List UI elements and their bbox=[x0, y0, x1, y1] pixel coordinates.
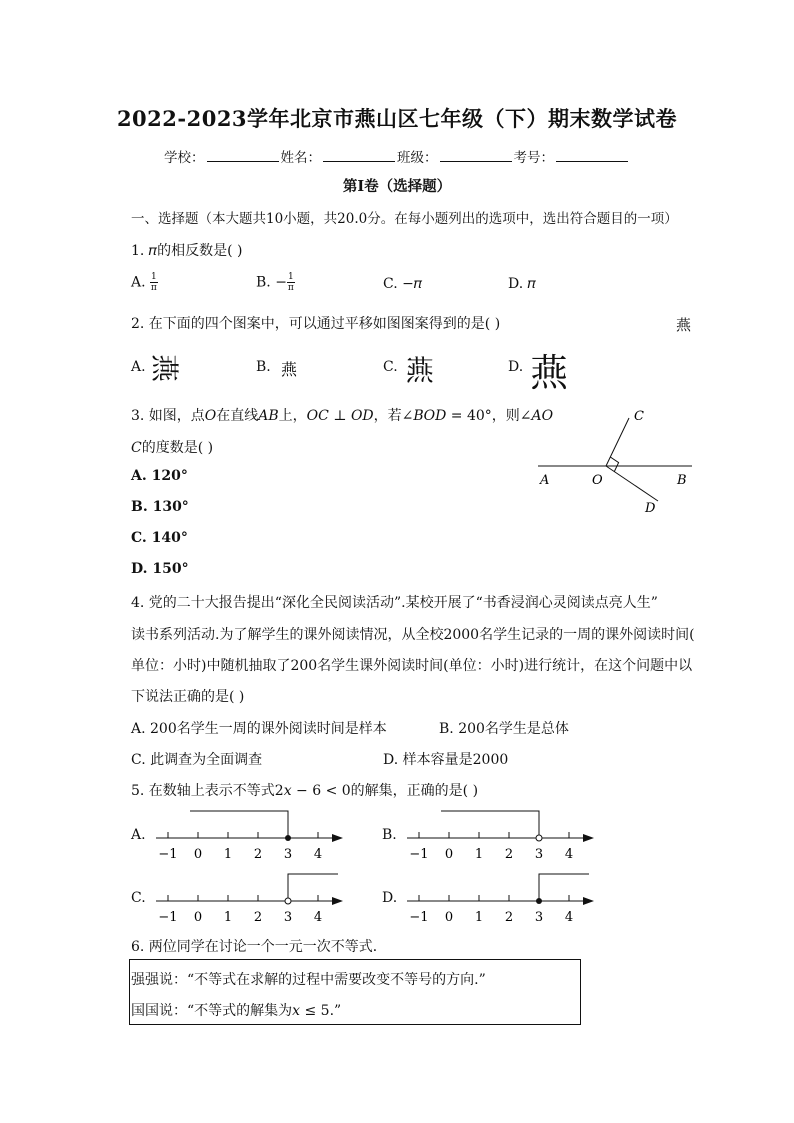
q4-option-b: B. 200名学生是总体 bbox=[439, 721, 569, 737]
q2-option-b-char: 燕 bbox=[281, 360, 298, 379]
arrow-icon bbox=[332, 834, 343, 842]
arrow-icon bbox=[583, 897, 594, 905]
tick-label: −1 bbox=[409, 847, 429, 862]
label-c: C bbox=[634, 409, 644, 424]
tick-label: 0 bbox=[193, 847, 203, 862]
hollow-endpoint bbox=[285, 898, 291, 904]
q5-c-label: C. bbox=[131, 890, 146, 906]
q1-option-b bbox=[256, 272, 295, 293]
tick-label: 3 bbox=[283, 847, 293, 862]
q2-reference-char: 燕 bbox=[676, 316, 692, 334]
q3-option-b: B. 130° bbox=[131, 499, 189, 515]
q2-a-label: A. bbox=[131, 359, 146, 375]
q4-option-a: A. 200名学生一周的课外阅读时间是样本 bbox=[131, 721, 387, 737]
solution-bracket bbox=[441, 811, 539, 835]
q4-line3: 单位：小时)中随机抽取了200名学生课外阅读时间(单位：小时)进行统计，在这个问题中以 bbox=[131, 658, 693, 674]
q2-c-label: C. bbox=[383, 359, 398, 375]
tick-label: 0 bbox=[444, 847, 454, 862]
tick-label: 1 bbox=[223, 847, 233, 862]
solid-endpoint bbox=[285, 835, 291, 841]
tick-label: 3 bbox=[534, 847, 544, 862]
tick-label: 3 bbox=[534, 910, 544, 925]
ray-oc bbox=[606, 418, 629, 466]
q3-stem-line1: 3. 如图，点𝑂在直线𝐴𝐵上，𝑂𝐶 ⊥ 𝑂𝐷，若∠𝐵𝑂𝐷 = 40°，则∠𝐴𝑂 bbox=[131, 408, 554, 424]
q2-b-label: B. bbox=[256, 359, 271, 375]
arrow-icon bbox=[332, 897, 343, 905]
q3-stem-line2: 𝐶的度数是( ) bbox=[131, 440, 214, 456]
number-blank[interactable] bbox=[556, 149, 628, 162]
solution-bracket bbox=[539, 874, 589, 901]
q6-dialog-line1: 强强说：“不等式在求解的过程中需要改变不等号的方向.” bbox=[131, 972, 486, 988]
q2-option-d-char: 燕 bbox=[530, 351, 569, 395]
label-o: O bbox=[592, 473, 603, 488]
q5-numberline-b bbox=[399, 805, 599, 865]
student-info-row bbox=[0, 146, 794, 166]
tick-label: 2 bbox=[504, 847, 514, 862]
q4-line1: 4. 党的二十大报告提出“深化全民阅读活动”.某校开展了“书香浸润心灵阅读点亮人生” bbox=[131, 595, 658, 611]
q4-line2: 读书系列活动.为了解学生的课外阅读情况，从全校2000名学生记录的一周的课外阅读时间( bbox=[131, 627, 695, 643]
tick-label: 2 bbox=[504, 910, 514, 925]
tick-label: 0 bbox=[444, 910, 454, 925]
q5-d-label: D. bbox=[382, 890, 398, 906]
arrow-icon bbox=[583, 834, 594, 842]
q1-b-num: 1 bbox=[287, 272, 294, 282]
q1-a-label: A. bbox=[131, 274, 146, 291]
q2-option-c-char: 燕 bbox=[406, 354, 435, 387]
name-blank[interactable] bbox=[323, 149, 395, 162]
tick-label: 1 bbox=[474, 847, 484, 862]
exam-title: 2022-2023学年北京市燕山区七年级（下）期末数学试卷 bbox=[116, 106, 678, 131]
q2-d-label: D. bbox=[508, 359, 524, 375]
q5-numberline-d bbox=[399, 868, 599, 928]
label-a: A bbox=[540, 473, 550, 488]
section-heading: 一、选择题（本大题共10小题，共20.0分。在每小题列出的选项中，选出符合题目的一项） bbox=[131, 211, 678, 227]
q4-option-c: C. 此调查为全面调查 bbox=[131, 752, 263, 768]
tick-label: −1 bbox=[158, 847, 178, 862]
q4-option-d: D. 样本容量是2000 bbox=[383, 752, 509, 768]
q5-b-label: B. bbox=[382, 827, 397, 843]
solution-bracket bbox=[190, 811, 288, 838]
q3-option-a: A. 120° bbox=[131, 468, 188, 484]
class-blank[interactable] bbox=[440, 149, 512, 162]
q3-option-c: C. 140° bbox=[131, 530, 188, 546]
tick-label: 2 bbox=[253, 910, 263, 925]
q3-option-d: D. 150° bbox=[131, 561, 189, 577]
q5-numberline-a bbox=[148, 805, 348, 865]
tick-label: 0 bbox=[193, 910, 203, 925]
q2-stem: 2. 在下面的四个图案中，可以通过平移如图图案得到的是( ) bbox=[131, 316, 501, 332]
school-label: 学校： bbox=[164, 150, 205, 166]
solution-bracket bbox=[288, 874, 338, 898]
tick-label: 1 bbox=[223, 910, 233, 925]
class-label: 班级： bbox=[397, 150, 438, 166]
tick-label: 4 bbox=[564, 847, 574, 862]
q1-stem: 1. 𝜋的相反数是( ) bbox=[131, 243, 243, 259]
number-label: 考号： bbox=[513, 150, 554, 166]
q5-a-label: A. bbox=[131, 827, 146, 843]
q1-option-c: C. −𝜋 bbox=[383, 276, 423, 292]
name-label: 姓名： bbox=[280, 150, 321, 166]
q5-numberline-c bbox=[148, 868, 348, 928]
q1-b-label: B. bbox=[256, 274, 271, 291]
q1-b-fraction bbox=[287, 272, 295, 293]
q3-figure bbox=[530, 400, 700, 520]
q1-option-a bbox=[131, 272, 158, 293]
tick-label: −1 bbox=[158, 910, 178, 925]
q6-stem: 6. 两位同学在讨论一个一元一次不等式． bbox=[131, 939, 387, 955]
q6-dialog-line2: 国国说：“不等式的解集为𝑥 ≤ 5.” bbox=[131, 1003, 342, 1019]
q1-b-den: π bbox=[287, 283, 294, 293]
q1-a-fraction bbox=[150, 272, 158, 293]
label-d: D bbox=[645, 501, 656, 516]
tick-label: 2 bbox=[253, 847, 263, 862]
label-b: B bbox=[677, 473, 687, 488]
q5-stem: 5. 在数轴上表示不等式2𝑥 − 6 < 0的解集，正确的是( ) bbox=[131, 783, 479, 799]
school-blank[interactable] bbox=[207, 149, 279, 162]
q1-b-minus: − bbox=[275, 274, 287, 291]
q1-a-num: 1 bbox=[151, 272, 157, 282]
tick-label: 3 bbox=[283, 910, 293, 925]
ray-od bbox=[606, 466, 658, 501]
tick-label: 4 bbox=[313, 910, 323, 925]
q4-line4: 下说法正确的是( ) bbox=[131, 689, 245, 705]
q1-a-den: π bbox=[150, 283, 157, 293]
q1-option-d: D. 𝜋 bbox=[508, 276, 536, 292]
tick-label: 4 bbox=[564, 910, 574, 925]
q2-option-a-char: 燕 bbox=[148, 353, 182, 383]
hollow-endpoint bbox=[536, 835, 542, 841]
tick-label: −1 bbox=[409, 910, 429, 925]
tick-label: 1 bbox=[474, 910, 484, 925]
solid-endpoint bbox=[536, 898, 542, 904]
tick-label: 4 bbox=[313, 847, 323, 862]
volume-heading: 第Ⅰ卷（选择题） bbox=[342, 178, 452, 195]
